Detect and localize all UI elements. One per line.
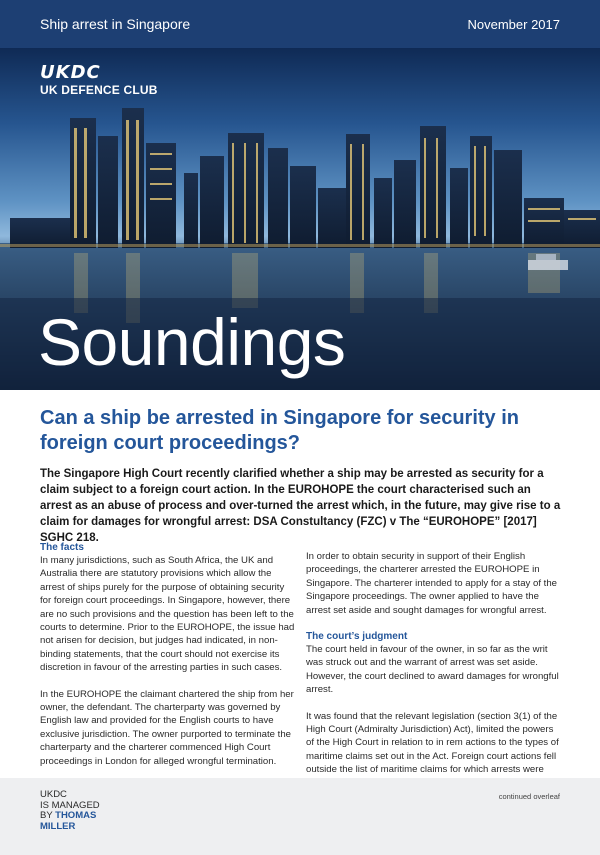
right-paragraph-1: In order to obtain security in support of their English proceedings, the charterer arrested the EUROHOPE in Singapore. The charterer intended to apply for a stay of the Singapore proceedings. The owner applied to have the arrest set aside and sought damages for wrongful arrest. [306, 551, 558, 616]
masthead-title: Soundings [38, 305, 346, 379]
article-headline: Can a ship be arrested in Singapore for security in foreign court proceedings? [40, 407, 520, 454]
facts-paragraph-1: In many jurisdictions, such as South Africa, the UK and Australia there are statutory provisions which allow the arrest of ships purely for the purpose of obtaining security for foreign court proceedings. In Singapore, however, there are no such provisions and the question has been left to the courts to determine. Prior to the EUROHOPE, the issue had not arisen for decision, but judges had indicated, in non-binding statements, that the court should not exercise its discretion in favour of the arresting parties in such cases. [40, 555, 295, 674]
section-heading-judgment: The court’s judgment [306, 631, 408, 643]
managed-prefix: BY [40, 810, 56, 821]
judgment-paragraph-2: It was found that the relevant legislation (section 3(1) of the High Court (Admiralty Jurisdiction) Act), limited the powers of the High Court in relation to in rem actions to the types of maritime claims set out in the Act. Foreign court actions fell outside the list of maritime claims for which arrests were [306, 710, 559, 776]
article-lede: The Singapore High Court recently clarified whether a ship may be arrested as security for a claim subject to a foreign court action. In the EUROHOPE the court characterised such an arrest as an abuse of process and over-turned the arrest which, in the future, may give rise to a claim for damages for wrongful arrest: DSA Constultancy (FZC) v The “EUROHOPE” [2017] SGHC 218. [40, 468, 561, 544]
managed-line-1: UKDC [40, 789, 67, 800]
logo-name: UK DEFENCE CLUB [40, 83, 158, 97]
managed-by-statement [40, 790, 100, 832]
hero-image [0, 48, 600, 390]
thomas-miller-brand: THOMAS [55, 810, 97, 821]
facts-paragraph-2: In the EUROHOPE the claimant chartered the ship from her owner, the defendant. The charterparty was governed by English law and provided for the English courts to have exclusive jurisdiction. The owner purported to terminate the charterparty and the charterer commenced High Court proceedings in London for alleged wrongful termination. [40, 688, 294, 767]
managed-line-4: MILLER [40, 820, 76, 832]
logo-mark: UKDC [40, 62, 101, 83]
document-topic: Ship arrest in Singapore [40, 16, 191, 32]
ukdc-logo [40, 64, 158, 97]
managed-line-3 [40, 811, 100, 822]
document-date: November 2017 [467, 17, 560, 32]
managed-line-2: IS MANAGED [40, 799, 100, 811]
article-column-right [306, 550, 561, 803]
continued-overleaf-note: continued overleaf [498, 792, 560, 801]
judgment-paragraph-1: The court held in favour of the owner, in so far as the writ was struck out and the warrant of arrest was set aside. However, the court declined to award damages for wrongful arrest. [306, 644, 559, 696]
article-column-left [40, 541, 295, 781]
top-bar [0, 0, 600, 48]
section-heading-facts: The facts [40, 542, 84, 553]
masthead-band [0, 298, 600, 390]
page-footer [0, 778, 600, 855]
